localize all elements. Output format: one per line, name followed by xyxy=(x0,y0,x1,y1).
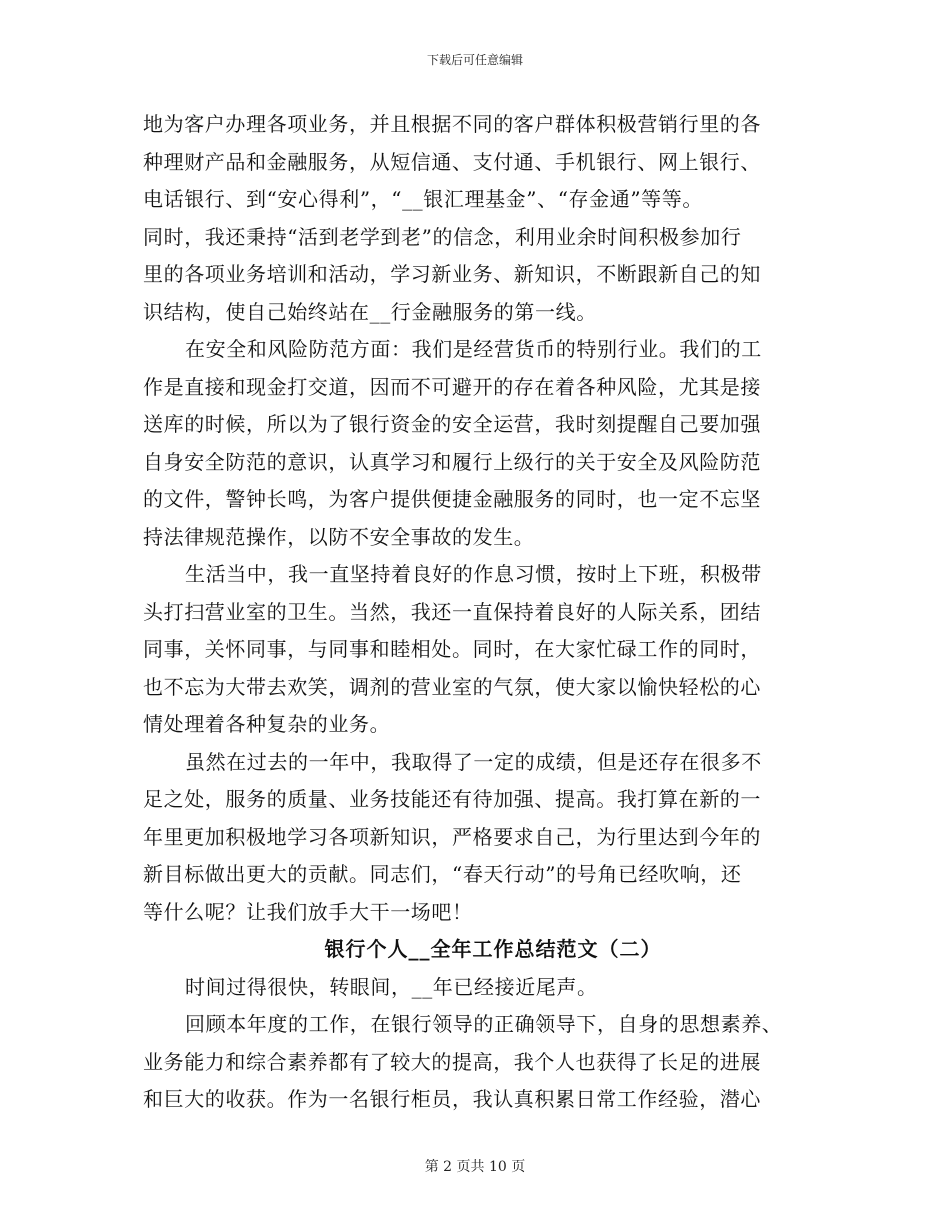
text-line: 和巨大的收获。作为一名银行柜员，我认真积累日常工作经验，潜心 xyxy=(143,1087,761,1111)
page-header: 下载后可任意编辑 xyxy=(426,53,523,67)
text-line: 里的各项业务培训和活动，学习新业务、新知识，不断跟新自己的知 xyxy=(143,262,761,286)
text-line: 持法律规范操作，以防不安全事故的发生。 xyxy=(143,524,535,549)
text-line: 等什么呢？让我们放手大干一场吧！ xyxy=(143,899,473,924)
text-line: 同事，关怀同事，与同事和睦相处。同时，在大家忙碌工作的同时， xyxy=(143,637,761,661)
page-footer: 第 2 页共 10 页 xyxy=(424,1159,526,1175)
text-line: 作是直接和现金打交道，因而不可避开的存在着各种风险，尤其是接 xyxy=(143,374,761,399)
text-line: 送库的时候，所以为了银行资金的安全运营，我时刻提醒自己要加强 xyxy=(143,412,761,436)
text-line: 年里更加积极地学习各项新知识，严格要求自己，为行里达到今年的 xyxy=(143,824,761,849)
text-line: 电话银行、到“安心得利”，“__银汇理基金”、“存金通”等等。 xyxy=(143,187,703,211)
paragraph-block-1 xyxy=(143,106,813,931)
text-line: 业务能力和综合素养都有了较大的提高，我个人也获得了长足的进展 xyxy=(143,1049,761,1074)
text-line: 同时，我还秉持“活到老学到老”的信念，利用业余时间积极参加行 xyxy=(143,224,742,249)
text-line: 回顾本年度的工作，在银行领导的正确领导下，自身的思想素养、 xyxy=(185,1012,783,1036)
text-line: 的文件，警钟长鸣，为客户提供便捷金融服务的同时，也一定不忘坚 xyxy=(143,487,761,511)
text-line: 识结构，使自己始终站在__行金融服务的第一线。 xyxy=(143,299,597,324)
text-line: 自身安全防范的意识，认真学习和履行上级行的关于安全及风险防范 xyxy=(143,449,761,474)
text-line: 种理财产品和金融服务，从短信通、支付通、手机银行、网上银行、 xyxy=(143,149,761,174)
text-line: 也不忘为大带去欢笑，调剂的营业室的气氛，使大家以愉快轻松的心 xyxy=(143,674,761,699)
text-line: 头打扫营业室的卫生。当然，我还一直保持着良好的人际关系，团结 xyxy=(143,599,761,624)
text-line: 时间过得很快，转眼间，__年已经接近尾声。 xyxy=(185,974,598,999)
text-line: 虽然在过去的一年中，我取得了一定的成绩，但是还存在很多不 xyxy=(185,749,762,774)
document-body xyxy=(143,106,813,1119)
text-line: 足之处，服务的质量、业务技能还有待加强、提高。我打算在新的一 xyxy=(143,787,761,811)
text-line: 地为客户办理各项业务，并且根据不同的客户群体积极营销行里的各 xyxy=(143,112,761,136)
text-line: 情处理着各种复杂的业务。 xyxy=(143,712,391,736)
text-line: 新目标做出更大的贡献。同志们，“春天行动”的号角已经吹响，还 xyxy=(143,862,742,886)
text-line: 在安全和风险防范方面：我们是经营货币的特别行业。我们的工 xyxy=(185,337,762,361)
paragraph-block-2 xyxy=(143,969,813,1119)
section-heading: 银行个人__全年工作总结范文（二） xyxy=(324,937,662,961)
text-line: 生活当中，我一直坚持着良好的作息习惯，按时上下班，积极带 xyxy=(185,562,762,586)
